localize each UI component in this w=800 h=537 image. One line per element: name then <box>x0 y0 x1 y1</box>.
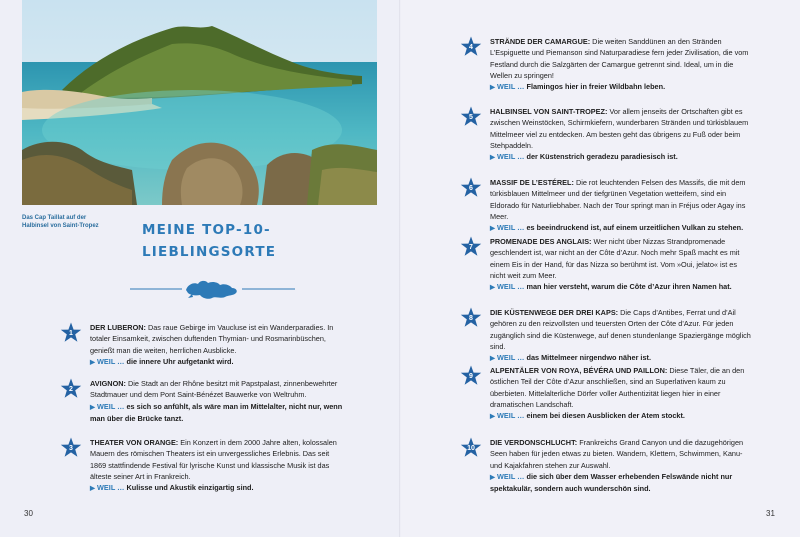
photo-caption: Das Cap Taillat auf der Halbinsel von Saint-Tropez <box>22 215 99 229</box>
entry-9 <box>490 365 752 422</box>
weil-label: WEIL … <box>497 223 525 233</box>
weil-line <box>490 471 752 495</box>
entry-text: Die Stadt an der Rhône besitzt mit Papstpalast, zinnenbewehrter Stadtmauer und dem Pont Saint-Bénézet Bauwerke von Weltruhm. <box>90 379 338 400</box>
weil-line <box>490 352 752 364</box>
arrow-right-icon: ▶ <box>490 225 495 233</box>
arrow-right-icon: ▶ <box>490 284 495 292</box>
entry-reason: einem bei diesen Ausblicken der Atem stockt. <box>526 411 685 421</box>
gutter <box>399 0 401 537</box>
arrow-right-icon: ▶ <box>490 84 495 92</box>
entry-reason: die innere Uhr aufgetankt wird. <box>126 356 234 366</box>
weil-line <box>490 151 752 163</box>
arrow-right-icon: ▶ <box>90 403 95 411</box>
arrow-right-icon: ▶ <box>90 358 95 366</box>
entry-5 <box>490 106 752 163</box>
page-title <box>142 219 282 263</box>
entry-text: Die rot leuchtenden Felsen des Massifs, die mit dem türkisblauen Mittelmeer und der tiefgrünen Vegetation wetteifern, sind ein Eldorado für Naturliebhaber. Nach der Tour springt man in Fréjus oder Agay ins Meer. <box>490 178 746 221</box>
star-number: 9 <box>469 373 473 380</box>
page-number-left: 30 <box>24 509 33 518</box>
star-number: 8 <box>469 315 473 322</box>
entry-title: STRÄNDE DER CAMARGUE: <box>490 37 591 46</box>
star-badge-4 <box>460 36 482 58</box>
entry-title: THEATER VON ORANGE: <box>90 438 179 447</box>
cap-taillat-photo <box>22 0 377 205</box>
entry-4 <box>490 36 752 93</box>
entry-10 <box>490 437 752 494</box>
entry-3 <box>90 437 345 494</box>
entry-reason: man hier versteht, warum die Côte d’Azur ihren Namen hat. <box>526 282 732 292</box>
entry-1 <box>90 322 345 368</box>
star-number: 4 <box>469 44 473 51</box>
entry-text: Die weiten Sanddünen an den Stränden L’Espiguette und Piemanson sind Naturparadiese fern jeder Zivilisation, die vom Festland durch die Salzgärten der Camargue getrennt sind. Ideal, um in die Wellen zu springen! <box>490 37 749 80</box>
entry-reason: Flamingos hier in freier Wildbahn leben. <box>526 82 666 92</box>
weil-label: WEIL … <box>497 282 525 292</box>
entry-title: AVIGNON: <box>90 379 126 388</box>
weil-label: WEIL … <box>497 471 525 481</box>
entry-6 <box>490 177 752 234</box>
entry-text: Die Caps d’Antibes, Ferrat und d’Ail gehören zu den reizvollsten und teuersten Orten der Côte d’Azur. Für jeden zugänglich sind die Küstenwege, auf denen stundenlange Spaziergänge möglich sind. <box>490 308 751 351</box>
entry-title: DIE KÜSTENWEGE DER DREI KAPS: <box>490 308 619 317</box>
entry-text: Vor allem jenseits der Ortschaften gibt es zwischen Weinstöcken, Schirmkiefern, wunderbaren Stränden und türkisblauem Mittelmeer viel zu entdecken. Am besten geht das übrigens zu Fuß oder beim Stehpaddeln. <box>490 107 749 150</box>
entry-reason: Kulisse und Akustik einzigartig sind. <box>126 483 254 493</box>
entry-8 <box>490 307 752 364</box>
star-badge-5 <box>460 106 482 128</box>
weil-label: WEIL … <box>497 411 525 421</box>
map-ornament <box>130 276 295 302</box>
star-badge-3 <box>60 437 82 459</box>
entry-text: Ein Konzert in dem 2000 Jahre alten, kolossalen Mauern des römischen Theaters ist ein unvergessliches Erlebnis. Das seit 1869 stattfindende Festival für lyrische Kunst und klassische Musik ist das älteste seiner Art in Frankreich. <box>90 438 337 481</box>
star-number: 2 <box>69 386 73 393</box>
title-line-2: LIEBLINGSORTE <box>142 244 277 260</box>
star-number: 1 <box>69 330 73 337</box>
weil-label: WEIL … <box>97 483 125 493</box>
entry-title: DER LUBERON: <box>90 323 146 332</box>
star-badge-10 <box>460 437 482 459</box>
weil-line <box>490 410 752 422</box>
entry-title: ALPENTÄLER VON ROYA, BÉVÉRA UND PAILLON: <box>490 366 668 375</box>
entry-reason: der Küstenstrich geradezu paradiesisch ist. <box>526 152 678 162</box>
entry-text: Diese Täler, die an den östlichen Teil der Côte d’Azur anschließen, sind an Superlativen kaum zu überbieten. Mittelalterliche Dörfer voller Authentizität liegen hier in einer dramatischen Landschaft. <box>490 366 745 409</box>
weil-line <box>90 401 345 425</box>
weil-label: WEIL … <box>97 401 125 411</box>
arrow-right-icon: ▶ <box>490 413 495 421</box>
entry-text: Das raue Gebirge im Vaucluse ist ein Wanderparadies. In totaler Einsamkeit, zwischen duftenden Thymian- und Rosmarinbüschen, genießt man die weiten, herrlichen Ausblicke. <box>90 323 334 355</box>
entry-text: Frankreichs Grand Canyon und die dazugehörigen Seen haben für jeden etwas zu bieten. Wandern, Klettern, Schwimmen, Kanu- und Kajakfahren stehen zur Auswahl. <box>490 438 744 470</box>
arrow-right-icon: ▶ <box>490 355 495 363</box>
entry-reason: es sich so anfühlt, als wäre man im Mittelalter, nicht nur, wenn man über die Brücke tanzt. <box>90 401 343 423</box>
star-number: 5 <box>469 114 473 121</box>
star-badge-6 <box>460 177 482 199</box>
star-number: 7 <box>469 244 473 251</box>
star-number: 3 <box>69 445 73 452</box>
star-badge-7 <box>460 236 482 258</box>
entry-title: DIE VERDONSCHLUCHT: <box>490 438 578 447</box>
weil-line <box>90 356 345 368</box>
entry-title: PROMENADE DES ANGLAIS: <box>490 237 592 246</box>
weil-line <box>490 222 752 234</box>
entry-title: HALBINSEL VON SAINT-TROPEZ: <box>490 107 608 116</box>
weil-label: WEIL … <box>97 356 125 366</box>
entry-text: Wer nicht über Nizzas Strandpromenade geschlendert ist, war nicht an der Côte d’Azur. Noch mehr Spaß macht es mit einem Eis in der Hand, für das Nizza so berühmt ist. Vom »Oui, jelato« ist es nicht weit zum Meer. <box>490 237 740 280</box>
star-badge-2 <box>60 378 82 400</box>
entry-reason: das Mittelmeer nirgendwo näher ist. <box>526 353 651 363</box>
weil-line <box>490 81 752 93</box>
weil-line <box>90 482 345 494</box>
star-badge-1 <box>60 322 82 344</box>
weil-label: WEIL … <box>497 353 525 363</box>
star-number: 10 <box>467 445 475 452</box>
star-number: 6 <box>469 185 473 192</box>
arrow-right-icon: ▶ <box>490 473 495 481</box>
entry-reason: die sich über dem Wasser erhebenden Felswände nicht nur spektakulär, sondern auch wunderschön sind. <box>490 471 733 494</box>
weil-line <box>490 281 752 293</box>
page-number-right: 31 <box>766 509 775 518</box>
weil-label: WEIL … <box>497 82 525 92</box>
entry-reason: es beeindruckend ist, auf einem urzeitlichen Vulkan zu stehen. <box>526 223 744 233</box>
arrow-right-icon: ▶ <box>90 485 95 493</box>
entry-7 <box>490 236 752 293</box>
weil-label: WEIL … <box>497 152 525 162</box>
star-badge-9 <box>460 365 482 387</box>
arrow-right-icon: ▶ <box>490 154 495 162</box>
title-line-1: MEINE TOP-10- <box>142 222 271 238</box>
entry-2 <box>90 378 345 424</box>
star-badge-8 <box>460 307 482 329</box>
entry-title: MASSIF DE L’ESTÉREL: <box>490 178 574 187</box>
